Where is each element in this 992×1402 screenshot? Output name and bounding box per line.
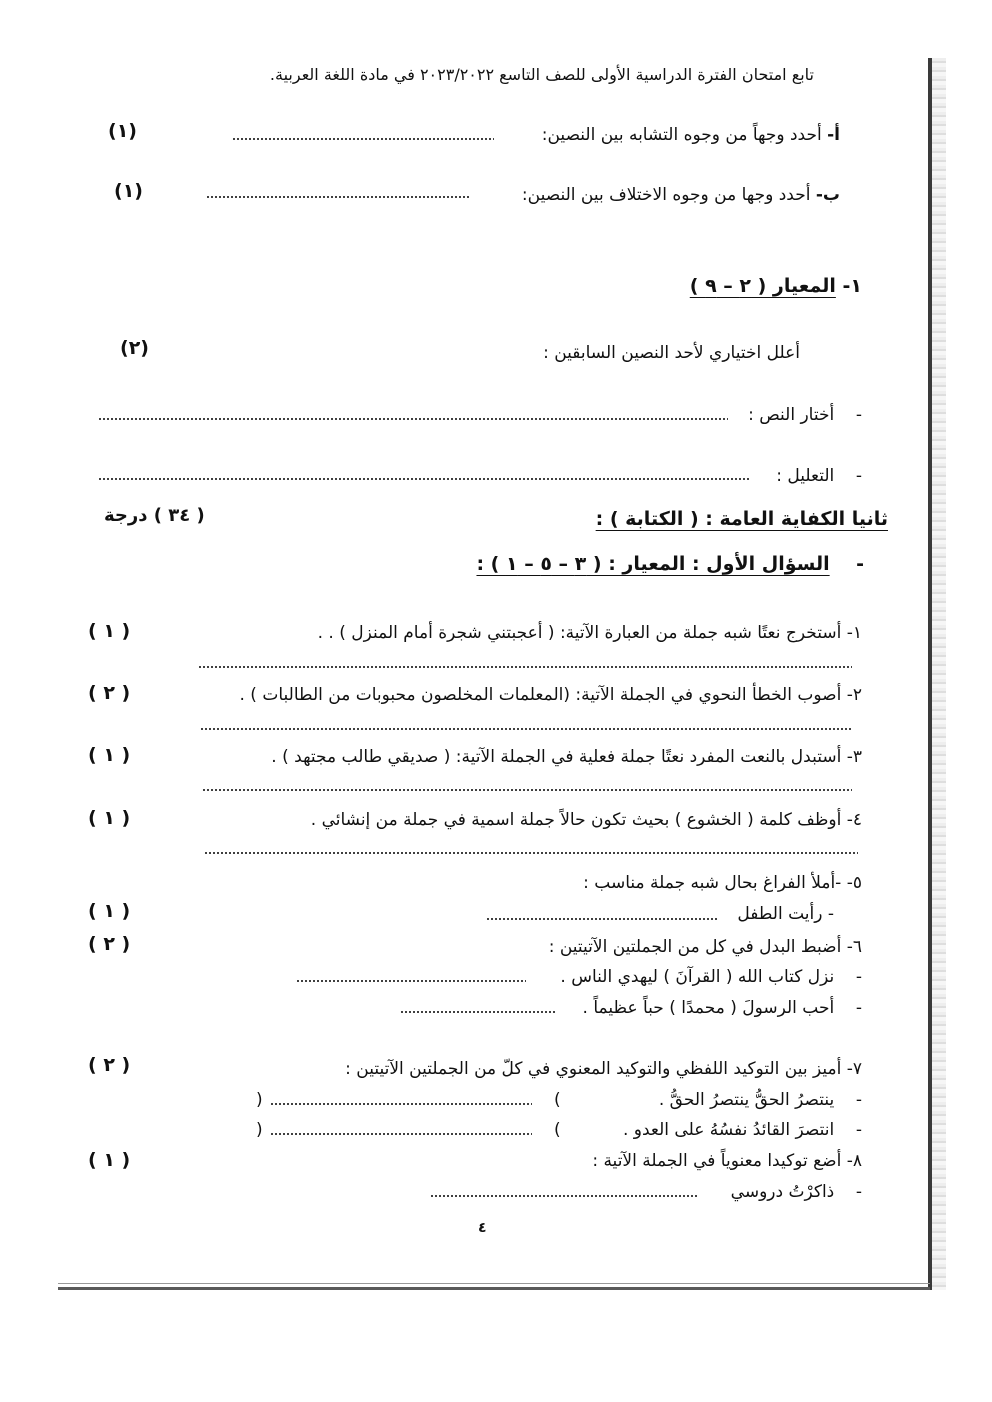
- question-5-answer-line[interactable]: [486, 918, 718, 920]
- question-7-sub2: انتصرَ القائدُ نفسُهُ على العدو .: [622, 1120, 835, 1140]
- reason-label: التعليل :: [776, 466, 835, 486]
- choose-text-row: [748, 404, 862, 426]
- question-7-sub1-bullet: -: [855, 1090, 862, 1110]
- question-5: ٥- -أملأ الفراغ بحال شبه جملة مناسب :: [583, 873, 862, 893]
- question-8-sub1-answer-line[interactable]: [430, 1195, 698, 1197]
- question-7-sub1-paren-open: (: [554, 1090, 561, 1110]
- question-8-mark: ( ١ ): [88, 1149, 131, 1171]
- q1-heading-bullet: -: [856, 553, 864, 575]
- choice-prompt: أعلل اختياري لأحد النصين السابقين :: [543, 343, 800, 363]
- question-2: ٢- أصوب الخطأ النحوي في الجملة الآتية: (المعلمات المخلصون محبوبات من الطالبات ) .: [239, 685, 862, 705]
- page-header: تابع امتحان الفترة الدراسية الأولى للصف التاسع ٢٠٢٣/٢٠٢٢ في مادة اللغة العربية.: [269, 65, 814, 84]
- question-1: ١- أستخرج نعتًا شبه جملة من العبارة الآتية: ( أعجبتني شجرة أمام المنزل ) . .: [317, 623, 862, 643]
- question-7-sub2-row: [623, 1119, 862, 1141]
- question-7-mark: ( ٢ ): [88, 1054, 131, 1076]
- answer-line-a[interactable]: [232, 138, 494, 140]
- question-3: ٣- أستبدل بالنعت المفرد نعتًا جملة فعلية في الجملة الآتية: ( صديقي طالب مجتهد ) .: [271, 747, 862, 767]
- mark-a: (١): [108, 120, 137, 142]
- question-6-mark: ( ٢ ): [88, 933, 131, 955]
- question-6-sub2-bullet: -: [855, 998, 862, 1018]
- item-a: [542, 124, 840, 146]
- reason-line[interactable]: [98, 478, 750, 480]
- question-1-answer-line[interactable]: [198, 666, 852, 668]
- question-6-sub2-answer-line[interactable]: [400, 1011, 556, 1013]
- q1-heading-row: [476, 553, 864, 575]
- question-2-mark: ( ٢ ): [88, 682, 131, 704]
- question-8-sub1-row: [731, 1181, 862, 1203]
- q1-heading: السؤال الأول : المعيار : ( ٣ – ٥ – ١ ) :: [476, 553, 830, 575]
- question-7-sub1-answer-line[interactable]: [270, 1103, 532, 1105]
- item-b: [522, 184, 840, 206]
- question-7: ٧- أميز بين التوكيد اللفظي والتوكيد المعنوي في كلّ من الجملتين الآتيتين :: [345, 1059, 862, 1079]
- page-number: ٤: [478, 1220, 487, 1236]
- question-6-sub1: نزل كتاب الله ( القرآنَ ) ليهدي الناس .: [560, 967, 835, 987]
- question-6-sub2: أحب الرسولَ ( محمدًا ) حباً عظيماً .: [582, 998, 835, 1018]
- question-6-sub2-row: [583, 997, 862, 1019]
- question-6-sub1-bullet: -: [855, 967, 862, 987]
- question-7-sub1-row: [659, 1089, 862, 1111]
- scan-shadow-right: [932, 58, 946, 1290]
- question-6: ٦- أضبط البدل في كل من الجملتين الآتيتين :: [548, 937, 862, 957]
- question-2-answer-line[interactable]: [200, 728, 852, 730]
- question-7-sub1-paren-close: ): [256, 1090, 263, 1110]
- question-8: ٨- أضع توكيدا معنوياً في الجملة الآتية :: [592, 1151, 862, 1171]
- reason-row: [776, 465, 862, 487]
- answer-line-b[interactable]: [206, 196, 470, 198]
- question-6-sub1-row: [560, 966, 862, 988]
- reason-bullet: -: [855, 466, 862, 486]
- criterion-heading-num: ١-: [842, 275, 862, 297]
- question-8-sub1: ذاكرْتُ دروسي: [730, 1182, 835, 1202]
- choice-prompt-mark: (٢): [120, 337, 149, 359]
- part-two-total-mark: ( ٣٤ ) درجة: [104, 505, 205, 526]
- question-3-mark: ( ١ ): [88, 744, 131, 766]
- part-two-heading: ثانيا الكفاية العامة : ( الكتابة ) :: [595, 508, 888, 530]
- choose-text-line[interactable]: [98, 418, 728, 420]
- question-4-answer-line[interactable]: [204, 852, 858, 854]
- question-7-sub2-paren-open: (: [554, 1120, 561, 1140]
- question-4-mark: ( ١ ): [88, 807, 131, 829]
- question-1-mark: ( ١ ): [88, 620, 131, 642]
- question-8-sub1-bullet: -: [855, 1182, 862, 1202]
- scan-edge-bottom-light: [58, 1283, 930, 1284]
- question-3-answer-line[interactable]: [202, 789, 852, 791]
- question-7-sub2-bullet: -: [855, 1120, 862, 1140]
- question-5-sub: - رأيت الطفل: [737, 904, 834, 924]
- question-6-sub1-answer-line[interactable]: [296, 980, 526, 982]
- scan-edge-bottom: [58, 1287, 930, 1290]
- criterion-heading-text: المعيار ( ٢ – ٩ ): [689, 275, 836, 297]
- mark-b: (١): [114, 180, 143, 202]
- question-7-sub2-paren-close: ): [256, 1120, 263, 1140]
- question-5-mark: ( ١ ): [88, 900, 131, 922]
- choose-bullet: -: [855, 405, 862, 425]
- item-b-letter: ب-: [815, 185, 840, 205]
- item-b-text: أحدد وجها من وجوه الاختلاف بين النصين:: [521, 185, 811, 205]
- question-7-sub1: ينتصرُ الحقُّ ينتصرُ الحقُّ .: [658, 1090, 835, 1110]
- question-4: ٤- أوظف كلمة ( الخشوع ) بحيث تكون حالاً جملة اسمية في جملة من إنشائي .: [310, 810, 862, 830]
- criterion-heading: [690, 275, 862, 297]
- item-a-letter: أ-: [827, 125, 840, 145]
- question-7-sub2-answer-line[interactable]: [270, 1133, 532, 1135]
- choose-text-label: أختار النص :: [748, 405, 835, 425]
- item-a-text: أحدد وجهاً من وجوه التشابه بين النصين:: [541, 125, 822, 145]
